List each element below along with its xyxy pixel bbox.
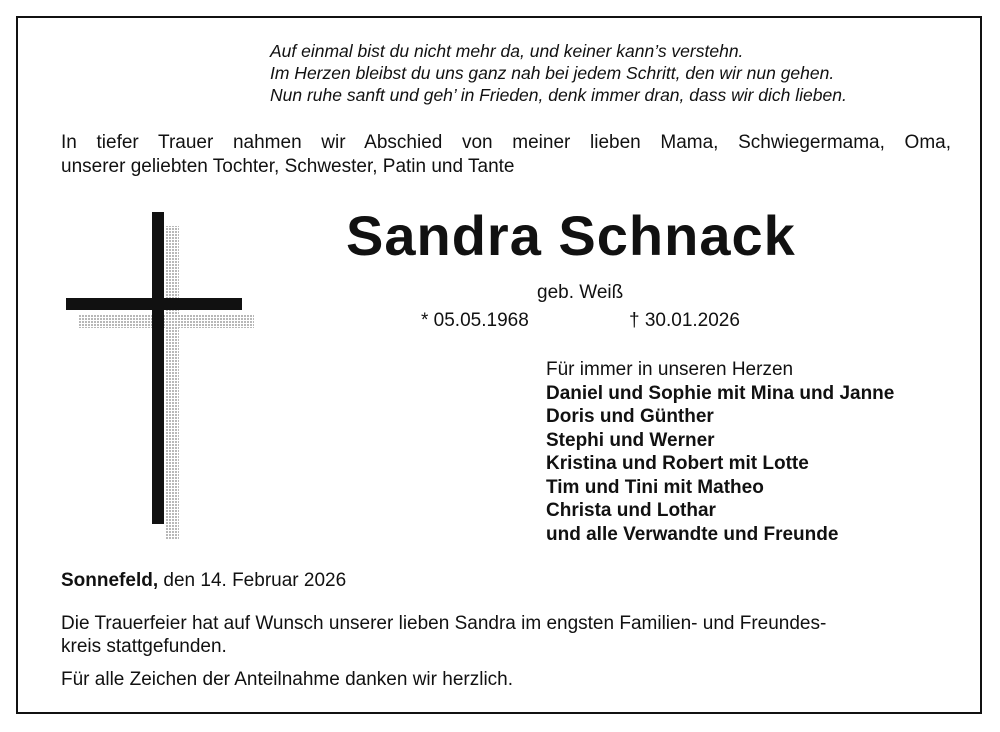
mourner-item: Stephi und Werner [546,429,715,451]
place: Sonnefeld, [61,570,159,591]
date: den 14. Februar 2026 [163,570,347,591]
mourner-item: Kristina und Robert mit Lotte [546,453,809,474]
thanks-text: Für alle Zeichen der Anteilnahme danken wir herzlich. [61,669,514,690]
intro-line-1: In tiefer Trauer nahmen wir Abschied von meiner lieben Mama, Schwiegermama, Oma, [61,132,951,153]
funeral-notice [61,612,946,658]
cross-vertical-beam [152,212,164,524]
cross-horizontal-beam [66,298,242,310]
cross-icon [64,210,264,540]
mourners-heading: Für immer in unseren Herzen [546,359,794,380]
cross-shadow-vertical [165,226,179,540]
cross-shadow-horizontal [78,314,254,328]
mourner-item: Tim und Tini mit Matheo [546,476,764,498]
funeral-notice-line-1: Die Trauerfeier hat auf Wunsch unserer lieben Sandra im engsten Familien- und Freundes- [61,613,827,634]
intro-text [61,131,951,179]
mourner-item: Christa und Lothar [546,500,716,521]
death-date: † 30.01.2026 [629,310,740,331]
place-and-date [61,569,346,593]
poem-line-2: Im Herzen bleibst du uns ganz nah bei jedem Schritt, den wir nun gehen. [270,63,835,83]
funeral-notice-line-2: kreis stattgefunden. [61,636,227,657]
obituary-notice [16,16,982,714]
mourners-list [546,358,894,546]
intro-line-2: unserer geliebten Tochter, Schwester, Patin und Tante [61,156,515,177]
poem-line-3: Nun ruhe sanft und geh’ in Frieden, denk immer dran, dass wir dich lieben. [270,85,847,105]
deceased-name: Sandra Schnack [346,204,796,267]
poem-line-1: Auf einmal bist du nicht mehr da, und keiner kann’s verstehn. [270,41,744,61]
mourner-item: Doris und Günther [546,406,714,427]
mourner-item: Daniel und Sophie mit Mina und Janne [546,382,895,404]
mourner-item: und alle Verwandte und Freunde [546,523,839,545]
maiden-name: geb. Weiß [537,282,624,303]
poem [270,40,847,106]
birth-date: * 05.05.1968 [421,310,529,331]
